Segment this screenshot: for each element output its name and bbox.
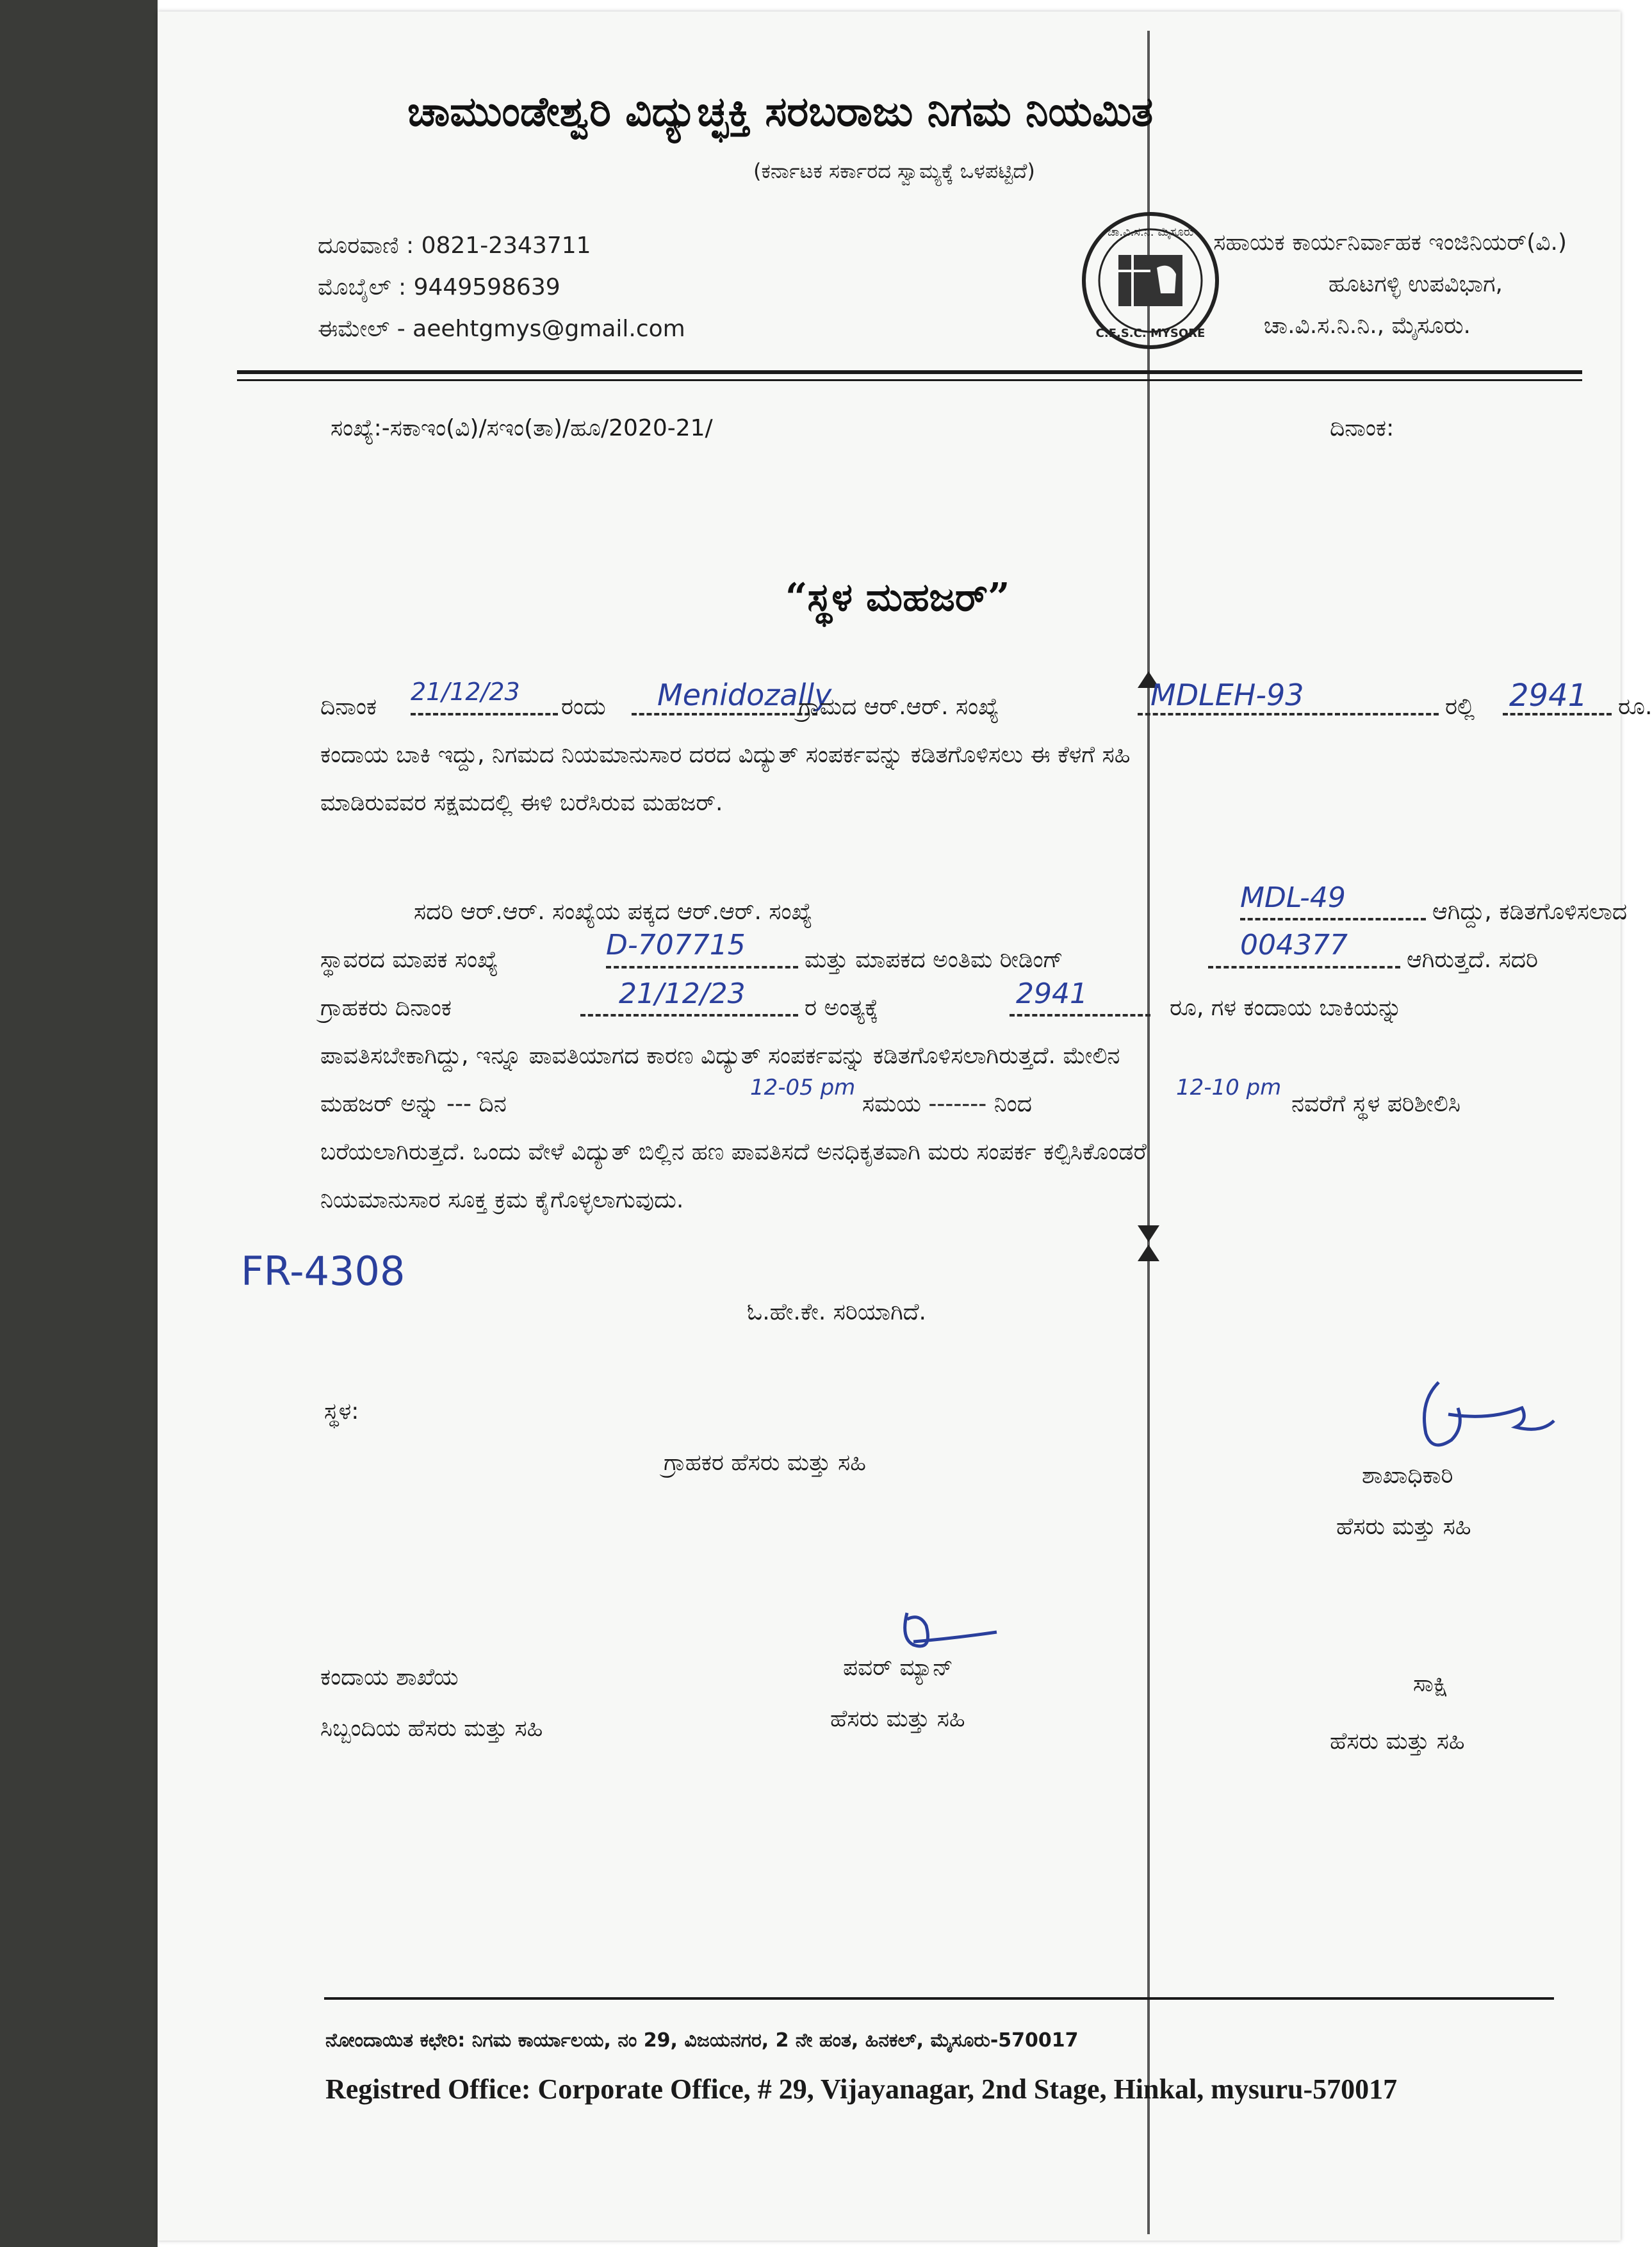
footer-kannada-address: ನೋಂದಾಯಿತ ಕಛೇರಿ: ನಿಗಮ ಕಾರ್ಯಾಲಯ, ನಂ 29, ವಿಜಯನಗರ, 2 ನೇ ಹಂತ, ಹಿನಕಲ್, ಮೈಸೂರು-570017 (325, 2029, 1079, 2052)
on-text: ರಂದು (561, 694, 606, 720)
due-date-handwritten: 21/12/23 (619, 977, 746, 1010)
document-page (158, 12, 1652, 2241)
fold-line (1147, 31, 1150, 2234)
in-text: ರಲ್ಲಿ (1445, 694, 1475, 720)
office-designation: ಸಹಾಯಕ ಕಾರ್ಯನಿರ್ವಾಹಕ ಇಂಜಿನಿಯರ್(ವಿ.) (1213, 229, 1567, 256)
paragraph2-line7: ನಿಯಮಾನುಸಾರ ಸೂಕ್ತ ಕ್ರಮ ಕೈಗೊಳ್ಳಲಾಗುವುದು. (320, 1187, 684, 1213)
email-address: ಈಮೇಲ್ - aeehtgmys@gmail.com (318, 316, 685, 342)
rr-number-handwritten: MDLEH-93 (1150, 678, 1304, 712)
office-subdivision: ಹೂಟಗಳ್ಳಿ ಉಪವಿಭಾಗ, (1328, 271, 1503, 297)
paragraph1-line2: ಕಂದಾಯ ಬಾಕಿ ಇದ್ದು, ನಿಗಮದ ನಿಯಮಾನುಸಾರ ದರದ ವಿದ್ಯುತ್ ಸಂಪರ್ಕವನ್ನು ಕಡಿತಗೊಳಿಸಲು ಈ ಕೆಳಗೆ ಸಹಿ (320, 742, 1131, 768)
mobile-number: ಮೊಬೈಲ್ : 9449598639 (318, 274, 560, 300)
officer-sub: ಹೆಸರು ಮತ್ತು ಸಹಿ (1336, 1514, 1471, 1540)
paragraph2-line5-c: ನವರೆಗೆ ಸ್ಥಳ ಪರಿಶೀಲಿಸಿ (1291, 1091, 1460, 1117)
confirmation-text: ಓ.ಹೇ.ಕೇ. ಸರಿಯಾಗಿದೆ. (747, 1299, 926, 1325)
amount-handwritten: 2941 (1509, 678, 1588, 714)
paragraph2-line5-b: ಸಮಯ ------- ನಿಂದ (862, 1091, 1032, 1117)
phone-number: ದೂರವಾಣಿ : 0821-2343711 (318, 233, 591, 259)
officer-signature (1413, 1363, 1567, 1466)
start-time-handwritten: 12-05 pm (750, 1075, 856, 1100)
header-divider (237, 370, 1582, 374)
date-fill-line (411, 713, 558, 715)
rr-fill-line (1138, 713, 1439, 715)
logo-bottom-text: C.E.S.C. MYSORE (1095, 327, 1206, 340)
reading-fill-line (1208, 966, 1400, 968)
powerman-title: ಪವರ್ ಮ್ಯಾನ್ (843, 1655, 953, 1681)
witness-title: ಸಾಕ್ಷಿ (1413, 1671, 1448, 1697)
village-fill-line (632, 713, 817, 715)
amount-fill-line (1503, 713, 1612, 715)
meter-number-handwritten: D-707715 (606, 929, 746, 961)
paragraph2-line5-a: ಮಹಜರ್ ಅನ್ನು --- ದಿನ (320, 1091, 507, 1117)
due-amount-fill-line (1010, 1014, 1150, 1017)
due-amount-handwritten: 2941 (1016, 977, 1088, 1010)
reference-number: ಸಂಖ್ಯೆ:-ಸಕಾಇಂ(ವಿ)/ಸಇಂ(ತಾ)/ಹೂ/2020-21/ (331, 415, 713, 441)
paragraph1-line3: ಮಾಡಿರುವವರ ಸಕ್ಷಮದಲ್ಲಿ ಈಳಿ ಬರೆಸಿರುವ ಮಹಜರ್. (320, 790, 723, 816)
paragraph2-line2-end: ಆಗಿರುತ್ತದೆ. ಸದರಿ (1407, 947, 1539, 973)
meter-fill-line (606, 966, 798, 968)
end-time-handwritten: 12-10 pm (1176, 1075, 1282, 1100)
footer-divider (324, 1997, 1554, 2000)
logo-top-text: ಚಾ.ವಿ.ಸ.ನಿ. ಮೈಸೂರು (1107, 225, 1194, 239)
paragraph2-line3-end: ರೂ, ಗಳ ಕಂದಾಯ ಬಾಕಿಯನ್ನು (1170, 995, 1402, 1021)
office-location: ಚಾ.ವಿ.ಸ.ನಿ.ನಿ., ಮೈಸೂರು. (1263, 313, 1471, 339)
organisation-subtitle: (ಕರ್ನಾಟಕ ಸರ್ಕಾರದ ಸ್ವಾಮ್ಯಕ್ಕೆ ಒಳಪಟ್ಟಿದೆ) (753, 159, 1035, 183)
adjacent-rr-handwritten: MDL-49 (1240, 881, 1346, 914)
date-handwritten: 21/12/23 (411, 678, 520, 706)
paragraph2-line4: ಪಾವತಿಸಬೇಕಾಗಿದ್ದು, ಇನ್ನೂ ಪಾವತಿಯಾಗದ ಕಾರಣ ವಿದ್ಯುತ್ ಸಂಪರ್ಕವನ್ನು ಕಡಿತಗೊಳಿಸಲಾಗಿರುತ್ತದೆ. ಮೇಲಿನ (320, 1043, 1120, 1069)
rupees-text: ರೂ. (1618, 694, 1652, 720)
fold-marker-icon (1138, 1245, 1159, 1261)
revenue-branch-title: ಕಂದಾಯ ಶಾಖೆಯ (320, 1664, 459, 1690)
place-label: ಸ್ಥಳ: (324, 1398, 359, 1425)
revenue-branch-sub: ಸಿಬ್ಬಂದಿಯ ಹೆಸರು ಮತ್ತು ಸಹಿ (320, 1715, 543, 1742)
header-divider-thin (237, 379, 1582, 381)
officer-title: ಶಾಖಾಧಿಕಾರಿ (1362, 1462, 1453, 1489)
organisation-title: ಚಾಮುಂಡೇಶ್ವರಿ ವಿದ್ಯುಚ್ಛಕ್ತಿ ಸರಬರಾಜು ನಿಗಮ ನಿಯಮಿತ (407, 88, 1154, 136)
paragraph2-line3-mid: ರ ಅಂತ್ಯಕ್ಕೆ (805, 995, 879, 1021)
date-label: ದಿನಾಂಕ (320, 694, 377, 720)
paragraph2-line2-text: ಸ್ಥಾವರದ ಮಾಪಕ ಸಂಖ್ಯೆ (320, 947, 498, 973)
paragraph2-line2-mid: ಮತ್ತು ಮಾಪಕದ ಅಂತಿಮ ರೀಡಿಂಗ್ (805, 947, 1063, 973)
village-handwritten: Menidozally (657, 678, 832, 712)
reference-date-label: ದಿನಾಂಕ: (1330, 415, 1394, 441)
paragraph2-line1-text: ಸದರಿ ಆರ್.ಆರ್. ಸಂಖ್ಯೆಯ ಪಕ್ಕದ ಆರ್.ಆರ್. ಸಂಖ್ಯೆ (414, 899, 813, 925)
paragraph2-line1-end: ಆಗಿದ್ದು, ಕಡಿತಗೊಳಿಸಲಾದ (1432, 899, 1628, 925)
due-date-fill-line (580, 1014, 798, 1017)
final-reading-handwritten: 004377 (1240, 929, 1348, 961)
document-heading: “ಸ್ಥಳ ಮಹಜರ್” (785, 575, 1010, 620)
footer-english-address: Registred Office: Corporate Office, # 29, Vijayanagar, 2nd Stage, Hinkal, mysuru-570017 (325, 2073, 1398, 2105)
paragraph2-line3-text: ಗ್ರಾಹಕರು ದಿನಾಂಕ (320, 995, 452, 1021)
adjacent-rr-fill-line (1240, 918, 1426, 920)
village-suffix: ಗ್ರಾಮದ ಆರ್.ಆರ್. ಸಂಖ್ಯೆ (798, 694, 999, 720)
paragraph2-line6: ಬರೆಯಲಾಗಿರುತ್ತದೆ. ಒಂದು ವೇಳೆ ವಿದ್ಯುತ್ ಬಿಲ್ಲಿನ ಹಣ ಪಾವತಿಸದೆ ಅನಧಿಕೃತವಾಗಿ ಮರು ಸಂಪರ್ಕ ಕಲ್ಪಿಸಿಕೊಂಡರೆ (320, 1139, 1147, 1165)
consumer-signature-label: ಗ್ರಾಹಕರ ಹೆಸರು ಮತ್ತು ಸಹಿ (664, 1450, 866, 1476)
powerman-sub: ಹೆಸರು ಮತ್ತು ಸಹಿ (830, 1706, 965, 1732)
fold-marker-icon (1138, 1225, 1159, 1242)
document-binding-edge (0, 0, 158, 2247)
witness-sub: ಹೆಸರು ಮತ್ತು ಸಹಿ (1330, 1728, 1465, 1754)
fr-annotation: FR-4308 (241, 1248, 405, 1295)
